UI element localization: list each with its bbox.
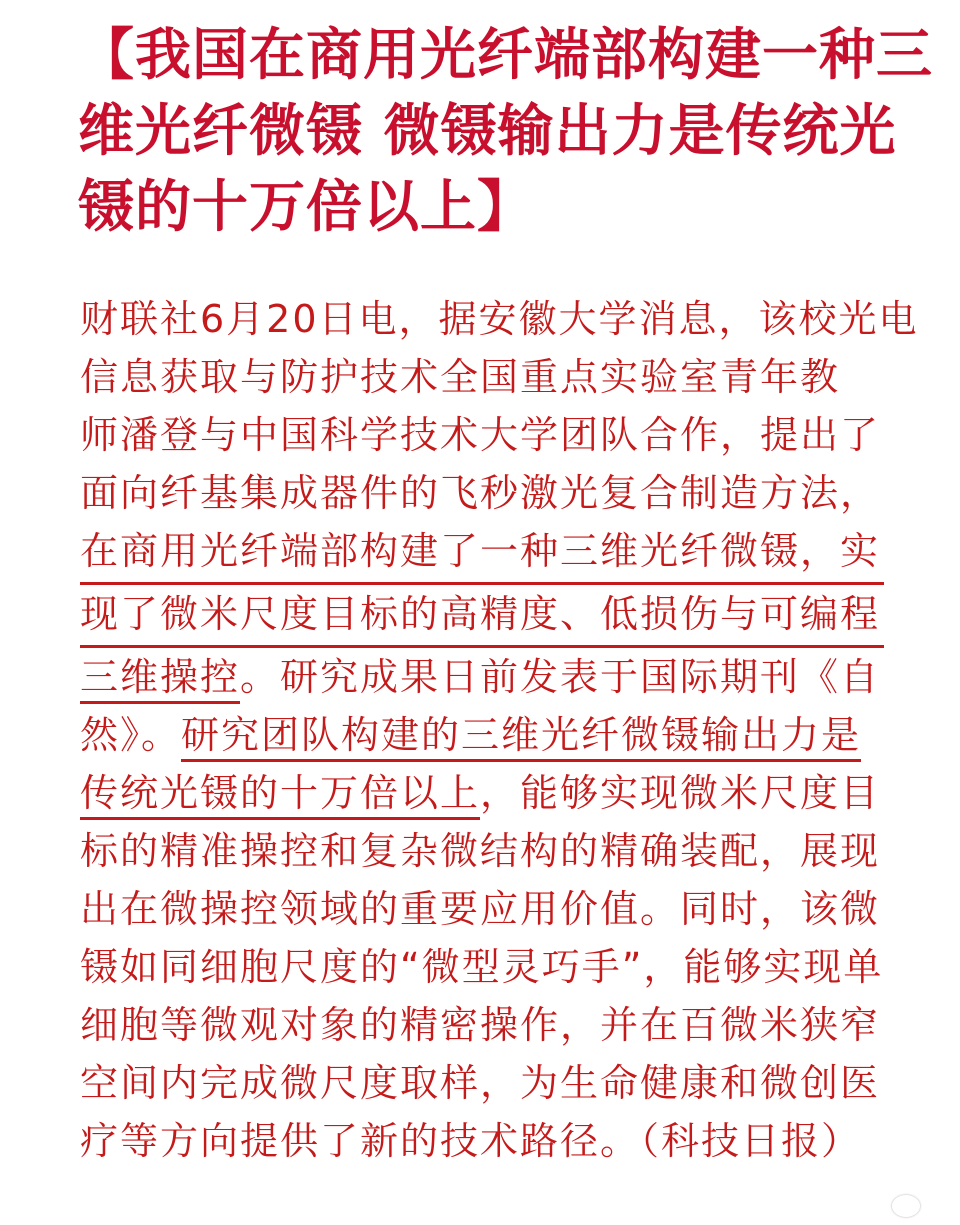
- body-line: 财联社6月20日电，据安徽大学消息，该校光电: [80, 297, 919, 341]
- underlined-phrase: 研究团队构建的三维光纤微镊输出力是: [181, 713, 861, 762]
- body-line: [80, 706, 890, 764]
- body-line: 出在微操控领域的重要应用价值。同时，该微: [80, 887, 881, 931]
- body-line-underlined: 现了微米尺度目标的高精度、低损伤与可编程: [80, 585, 884, 648]
- body-line: 疗等方向提供了新的技术路径。（科技日报）: [80, 1119, 862, 1163]
- underlined-phrase: 传统光镊的十万倍以上: [80, 771, 480, 820]
- watermark: [892, 1195, 920, 1217]
- underlined-phrase: 三维操控: [80, 655, 240, 704]
- body-line: 信息获取与防护技术全国重点实验室青年教: [80, 355, 841, 399]
- headline-line: 镊的十万倍以上】: [78, 175, 534, 240]
- body-line: 镊如同细胞尺度的“微型灵巧手”，能够实现单: [80, 945, 884, 989]
- body-phrase: 。研究成果日前发表于国际期刊《自: [240, 655, 881, 699]
- body-line: 空间内完成微尺度取样，为生命健康和微创医: [80, 1061, 881, 1105]
- headline-line: 【我国在商用光纤端部构建一种三: [78, 23, 933, 88]
- body-line: 细胞等微观对象的精密操作，并在百微米狭窄: [80, 1003, 881, 1047]
- headline-line: 维光纤微镊 微镊输出力是传统光: [78, 99, 897, 164]
- body-line: 师潘登与中国科学技术大学团队合作，提出了: [80, 413, 881, 457]
- article-body: [80, 290, 919, 1170]
- body-line: 标的精准操控和复杂微结构的精确装配，展现: [80, 829, 881, 873]
- weibo-icon: [892, 1195, 920, 1217]
- body-line: [80, 764, 890, 822]
- article-headline: [78, 18, 933, 246]
- body-phrase: ，能够实现微米尺度目: [480, 771, 881, 815]
- body-line-underlined: 在商用光纤端部构建了一种三维光纤微镊，实: [80, 522, 884, 585]
- body-phrase: 然》。: [80, 713, 182, 757]
- body-line: [80, 648, 890, 706]
- body-line: 面向纤基集成器件的飞秒激光复合制造方法，: [80, 471, 881, 515]
